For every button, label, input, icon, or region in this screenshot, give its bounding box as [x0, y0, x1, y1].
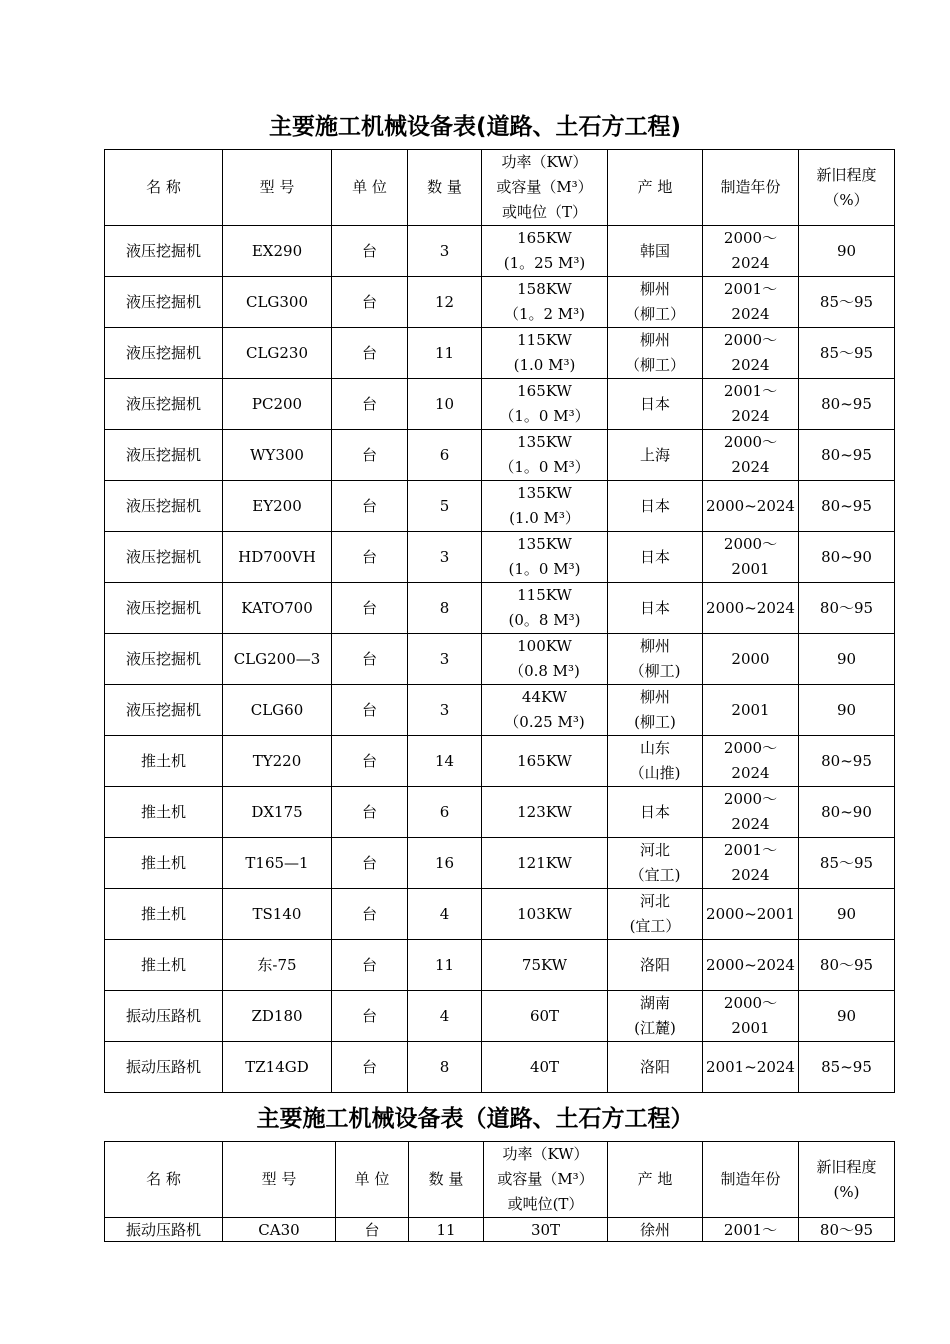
cell-year: 2001～: [703, 1218, 799, 1242]
cell-model: EY200: [223, 481, 332, 532]
cell-unit: 台: [332, 277, 408, 328]
header-capacity: 功率（KW） 或容量（M³） 或吨位（T）: [482, 150, 608, 226]
cell-capacity: 123KW: [482, 787, 608, 838]
cell-model: T165—1: [223, 838, 332, 889]
cell-name: 振动压路机: [105, 1218, 223, 1242]
cell-model: CLG230: [223, 328, 332, 379]
cell-model: DX175: [223, 787, 332, 838]
cell-name: 液压挖掘机: [105, 532, 223, 583]
header-name: 名 称: [105, 1142, 223, 1218]
cell-name: 推土机: [105, 787, 223, 838]
equipment-table-continued: [104, 1141, 895, 1242]
table-row: [105, 532, 895, 583]
cell-unit: 台: [332, 787, 408, 838]
cell-capacity: 135KW (1.0 M³）: [482, 481, 608, 532]
cell-origin: 柳州 （柳工）: [608, 328, 703, 379]
table-row: [105, 889, 895, 940]
header-quantity: 数 量: [408, 150, 482, 226]
cell-condition: 80~95: [799, 379, 895, 430]
cell-condition: 80～95: [799, 583, 895, 634]
cell-capacity: 60T: [482, 991, 608, 1042]
cell-condition: 90: [799, 889, 895, 940]
header-model: 型 号: [223, 150, 332, 226]
cell-model: KATO700: [223, 583, 332, 634]
cell-model: TZ14GD: [223, 1042, 332, 1093]
header-capacity: 功率（KW） 或容量（M³） 或吨位(T）: [484, 1142, 608, 1218]
cell-name: 推土机: [105, 940, 223, 991]
cell-year: 2000～ 2024: [703, 787, 799, 838]
header-unit: 单 位: [336, 1142, 409, 1218]
cell-capacity: 103KW: [482, 889, 608, 940]
cell-model: CLG200—3: [223, 634, 332, 685]
cell-capacity: 75KW: [482, 940, 608, 991]
cell-condition: 85～95: [799, 277, 895, 328]
cell-name: 液压挖掘机: [105, 685, 223, 736]
cell-year: 2001: [703, 685, 799, 736]
cell-model: ZD180: [223, 991, 332, 1042]
cell-unit: 台: [336, 1218, 409, 1242]
table-header-row: [105, 1142, 895, 1218]
cell-name: 液压挖掘机: [105, 277, 223, 328]
cell-capacity: 165KW (1。25 M³): [482, 226, 608, 277]
cell-quantity: 12: [408, 277, 482, 328]
page-title: 主要施工机械设备表(道路、土石方工程): [268, 114, 682, 140]
cell-origin: 日本: [608, 481, 703, 532]
cell-capacity: 115KW (0。8 M³): [482, 583, 608, 634]
cell-name: 液压挖掘机: [105, 379, 223, 430]
cell-condition: 80~95: [799, 481, 895, 532]
cell-model: 东-75: [223, 940, 332, 991]
cell-capacity: 121KW: [482, 838, 608, 889]
cell-name: 推土机: [105, 736, 223, 787]
cell-capacity: 40T: [482, 1042, 608, 1093]
cell-name: 推土机: [105, 889, 223, 940]
cell-year: 2001~2024: [703, 1042, 799, 1093]
cell-model: CA30: [223, 1218, 336, 1242]
cell-condition: 80~90: [799, 787, 895, 838]
cell-model: TS140: [223, 889, 332, 940]
cell-year: 2000～ 2024: [703, 328, 799, 379]
cell-capacity: 115KW (1.0 M³): [482, 328, 608, 379]
cell-year: 2000～ 2001: [703, 532, 799, 583]
cell-quantity: 11: [409, 1218, 484, 1242]
table-row: [105, 583, 895, 634]
table-row: [105, 991, 895, 1042]
cell-origin: 日本: [608, 379, 703, 430]
cell-condition: 80～95: [799, 940, 895, 991]
cell-origin: 上海: [608, 430, 703, 481]
cell-name: 推土机: [105, 838, 223, 889]
cell-quantity: 3: [408, 532, 482, 583]
cell-capacity: 30T: [484, 1218, 608, 1242]
header-year: 制造年份: [703, 1142, 799, 1218]
cell-capacity: 165KW （1。0 M³）: [482, 379, 608, 430]
cell-condition: 90: [799, 634, 895, 685]
table-row: [105, 379, 895, 430]
cell-origin: 韩国: [608, 226, 703, 277]
cell-quantity: 8: [408, 1042, 482, 1093]
cell-model: TY220: [223, 736, 332, 787]
cell-name: 液压挖掘机: [105, 634, 223, 685]
table-row: [105, 226, 895, 277]
cell-origin: 柳州 (柳工): [608, 685, 703, 736]
cell-year: 2000~2001: [703, 889, 799, 940]
equipment-table: [104, 149, 895, 1093]
cell-condition: 85~95: [799, 1042, 895, 1093]
cell-quantity: 14: [408, 736, 482, 787]
table-row: [105, 736, 895, 787]
cell-year: 2000~2024: [703, 940, 799, 991]
table-row: [105, 838, 895, 889]
table-row: [105, 1042, 895, 1093]
cell-origin: 河北 (宜工）: [608, 889, 703, 940]
cell-year: 2001～ 2024: [703, 379, 799, 430]
cell-unit: 台: [332, 430, 408, 481]
cell-year: 2000~2024: [703, 481, 799, 532]
cell-quantity: 6: [408, 787, 482, 838]
header-unit: 单 位: [332, 150, 408, 226]
cell-model: WY300: [223, 430, 332, 481]
table-row: [105, 634, 895, 685]
cell-year: 2000～ 2001: [703, 991, 799, 1042]
table-row: [105, 277, 895, 328]
cell-year: 2000～ 2024: [703, 736, 799, 787]
cell-name: 液压挖掘机: [105, 481, 223, 532]
cell-quantity: 6: [408, 430, 482, 481]
cell-capacity: 100KW （0.8 M³): [482, 634, 608, 685]
header-origin: 产 地: [608, 1142, 703, 1218]
cell-condition: 80～95: [799, 1218, 895, 1242]
cell-condition: 90: [799, 226, 895, 277]
cell-origin: 山东 （山推): [608, 736, 703, 787]
table-row: [105, 685, 895, 736]
cell-origin: 柳州 （柳工): [608, 634, 703, 685]
cell-model: EX290: [223, 226, 332, 277]
cell-capacity: 135KW (1。0 M³): [482, 532, 608, 583]
cell-origin: 徐州: [608, 1218, 703, 1242]
cell-origin: 柳州 （柳工）: [608, 277, 703, 328]
header-condition: 新旧程度 (%): [799, 1142, 895, 1218]
table-header-row: [105, 150, 895, 226]
cell-model: HD700VH: [223, 532, 332, 583]
cell-quantity: 11: [408, 328, 482, 379]
cell-quantity: 8: [408, 583, 482, 634]
cell-unit: 台: [332, 226, 408, 277]
cell-quantity: 5: [408, 481, 482, 532]
cell-origin: 洛阳: [608, 940, 703, 991]
cell-quantity: 16: [408, 838, 482, 889]
cell-unit: 台: [332, 634, 408, 685]
cell-unit: 台: [332, 1042, 408, 1093]
cell-model: CLG300: [223, 277, 332, 328]
table-row: [105, 430, 895, 481]
cell-unit: 台: [332, 481, 408, 532]
cell-capacity: 165KW: [482, 736, 608, 787]
cell-year: 2000～ 2024: [703, 430, 799, 481]
cell-condition: 80~95: [799, 430, 895, 481]
cell-name: 液压挖掘机: [105, 583, 223, 634]
header-quantity: 数 量: [409, 1142, 484, 1218]
cell-unit: 台: [332, 583, 408, 634]
cell-year: 2001～ 2024: [703, 277, 799, 328]
table-row: [105, 787, 895, 838]
cell-origin: 河北 （宜工): [608, 838, 703, 889]
cell-quantity: 3: [408, 634, 482, 685]
header-name: 名 称: [105, 150, 223, 226]
cell-model: CLG60: [223, 685, 332, 736]
cell-condition: 90: [799, 991, 895, 1042]
cell-origin: 日本: [608, 583, 703, 634]
cell-name: 振动压路机: [105, 1042, 223, 1093]
cell-name: 液压挖掘机: [105, 328, 223, 379]
cell-condition: 90: [799, 685, 895, 736]
cell-unit: 台: [332, 532, 408, 583]
cell-unit: 台: [332, 991, 408, 1042]
cell-unit: 台: [332, 685, 408, 736]
header-condition: 新旧程度 （%）: [799, 150, 895, 226]
continued-table-title: 主要施工机械设备表（道路、土石方工程）: [256, 1106, 694, 1132]
table-row: [105, 1218, 895, 1242]
cell-condition: 80~90: [799, 532, 895, 583]
cell-condition: 85～95: [799, 328, 895, 379]
cell-quantity: 10: [408, 379, 482, 430]
cell-year: 2000~2024: [703, 583, 799, 634]
cell-quantity: 11: [408, 940, 482, 991]
cell-name: 液压挖掘机: [105, 430, 223, 481]
table-row: [105, 328, 895, 379]
cell-origin: 湖南 (江麓): [608, 991, 703, 1042]
cell-condition: 85～95: [799, 838, 895, 889]
cell-year: 2001～ 2024: [703, 838, 799, 889]
cell-condition: 80~95: [799, 736, 895, 787]
cell-origin: 洛阳: [608, 1042, 703, 1093]
cell-origin: 日本: [608, 532, 703, 583]
cell-name: 振动压路机: [105, 991, 223, 1042]
cell-unit: 台: [332, 940, 408, 991]
table-row: [105, 481, 895, 532]
header-origin: 产 地: [608, 150, 703, 226]
cell-year: 2000: [703, 634, 799, 685]
table-row: [105, 940, 895, 991]
cell-quantity: 4: [408, 889, 482, 940]
cell-unit: 台: [332, 379, 408, 430]
cell-unit: 台: [332, 328, 408, 379]
cell-quantity: 3: [408, 226, 482, 277]
cell-year: 2000～ 2024: [703, 226, 799, 277]
cell-quantity: 3: [408, 685, 482, 736]
cell-capacity: 135KW （1。0 M³）: [482, 430, 608, 481]
cell-name: 液压挖掘机: [105, 226, 223, 277]
header-year: 制造年份: [703, 150, 799, 226]
cell-quantity: 4: [408, 991, 482, 1042]
cell-model: PC200: [223, 379, 332, 430]
cell-unit: 台: [332, 838, 408, 889]
cell-capacity: 158KW （1。2 M³): [482, 277, 608, 328]
header-model: 型 号: [223, 1142, 336, 1218]
cell-origin: 日本: [608, 787, 703, 838]
cell-unit: 台: [332, 889, 408, 940]
cell-unit: 台: [332, 736, 408, 787]
cell-capacity: 44KW （0.25 M³): [482, 685, 608, 736]
